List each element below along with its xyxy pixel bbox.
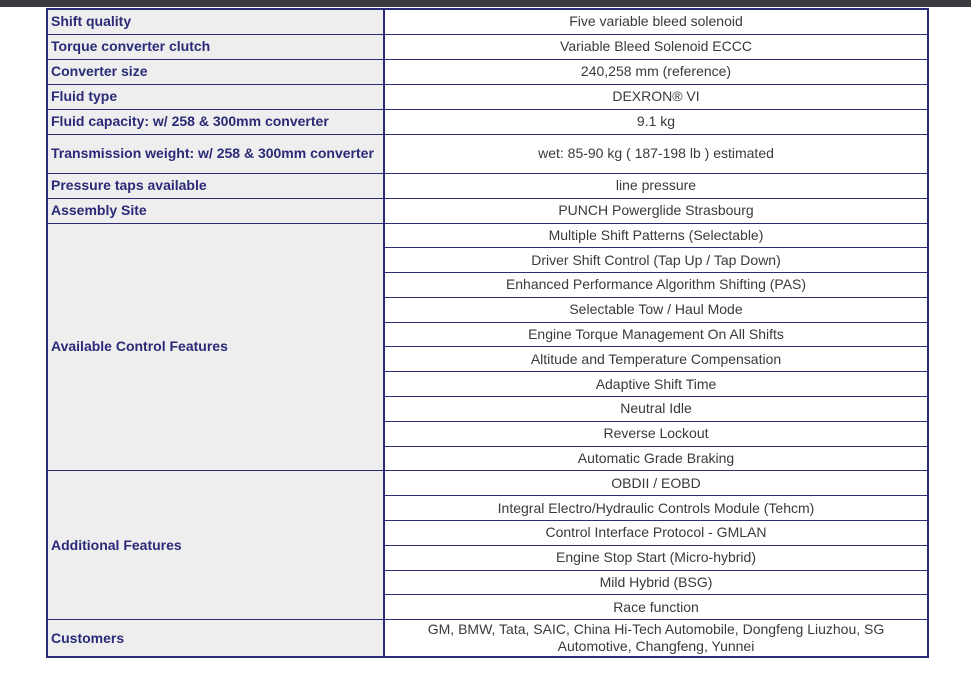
row-value-available-control-features: Adaptive Shift Time [384, 372, 928, 397]
row-value-available-control-features: Neutral Idle [384, 397, 928, 422]
row-value-available-control-features: Multiple Shift Patterns (Selectable) [384, 223, 928, 248]
row-value-available-control-features: Altitude and Temperature Compensation [384, 347, 928, 372]
row-value-fluid-capacity-w-258-300mm-converter: 9.1 kg [384, 109, 928, 134]
row-value-additional-features: OBDII / EOBD [384, 471, 928, 496]
row-label-torque-converter-clutch: Torque converter clutch [47, 34, 384, 59]
row-label-shift-quality: Shift quality [47, 9, 384, 34]
row-label-assembly-site: Assembly Site [47, 198, 384, 223]
table-row [47, 198, 928, 223]
table-row [47, 173, 928, 198]
row-value-available-control-features: Driver Shift Control (Tap Up / Tap Down) [384, 248, 928, 273]
specifications-table [46, 8, 929, 658]
row-value-additional-features: Engine Stop Start (Micro-hybrid) [384, 545, 928, 570]
specifications-table-body [47, 9, 928, 657]
row-value-additional-features: Control Interface Protocol - GMLAN [384, 521, 928, 546]
row-label-customers: Customers [47, 620, 384, 657]
row-value-pressure-taps-available: line pressure [384, 173, 928, 198]
table-row [47, 109, 928, 134]
row-value-available-control-features: Selectable Tow / Haul Mode [384, 297, 928, 322]
row-label-additional-features: Additional Features [47, 471, 384, 620]
table-row [47, 9, 928, 34]
row-value-available-control-features: Enhanced Performance Algorithm Shifting (PAS) [384, 273, 928, 298]
row-value-customers: GM, BMW, Tata, SAIC, China Hi-Tech Automobile, Dongfeng Liuzhou, SG Automotive, Changfeng, Yunnei [384, 620, 928, 657]
table-row [47, 223, 928, 248]
table-row [47, 134, 928, 173]
row-value-available-control-features: Engine Torque Management On All Shifts [384, 322, 928, 347]
row-label-converter-size: Converter size [47, 59, 384, 84]
table-row [47, 471, 928, 496]
row-value-available-control-features: Automatic Grade Braking [384, 446, 928, 471]
table-row [47, 84, 928, 109]
row-value-torque-converter-clutch: Variable Bleed Solenoid ECCC [384, 34, 928, 59]
row-label-available-control-features: Available Control Features [47, 223, 384, 471]
row-value-assembly-site: PUNCH Powerglide Strasbourg [384, 198, 928, 223]
row-value-fluid-type: DEXRON® VI [384, 84, 928, 109]
row-label-fluid-capacity-w-258-300mm-converter: Fluid capacity: w/ 258 & 300mm converter [47, 109, 384, 134]
row-value-shift-quality: Five variable bleed solenoid [384, 9, 928, 34]
window-top-bar [0, 0, 971, 7]
row-value-additional-features: Mild Hybrid (BSG) [384, 570, 928, 595]
row-value-available-control-features: Reverse Lockout [384, 421, 928, 446]
table-row [47, 34, 928, 59]
row-label-fluid-type: Fluid type [47, 84, 384, 109]
table-row [47, 620, 928, 657]
row-label-pressure-taps-available: Pressure taps available [47, 173, 384, 198]
row-value-additional-features: Race function [384, 595, 928, 620]
row-label-transmission-weight-w-258-300mm-converter: Transmission weight: w/ 258 & 300mm converter [47, 134, 384, 173]
row-value-converter-size: 240,258 mm (reference) [384, 59, 928, 84]
row-value-additional-features: Integral Electro/Hydraulic Controls Module (Tehcm) [384, 496, 928, 521]
row-value-transmission-weight-w-258-300mm-converter: wet: 85-90 kg ( 187-198 lb ) estimated [384, 134, 928, 173]
table-row [47, 59, 928, 84]
